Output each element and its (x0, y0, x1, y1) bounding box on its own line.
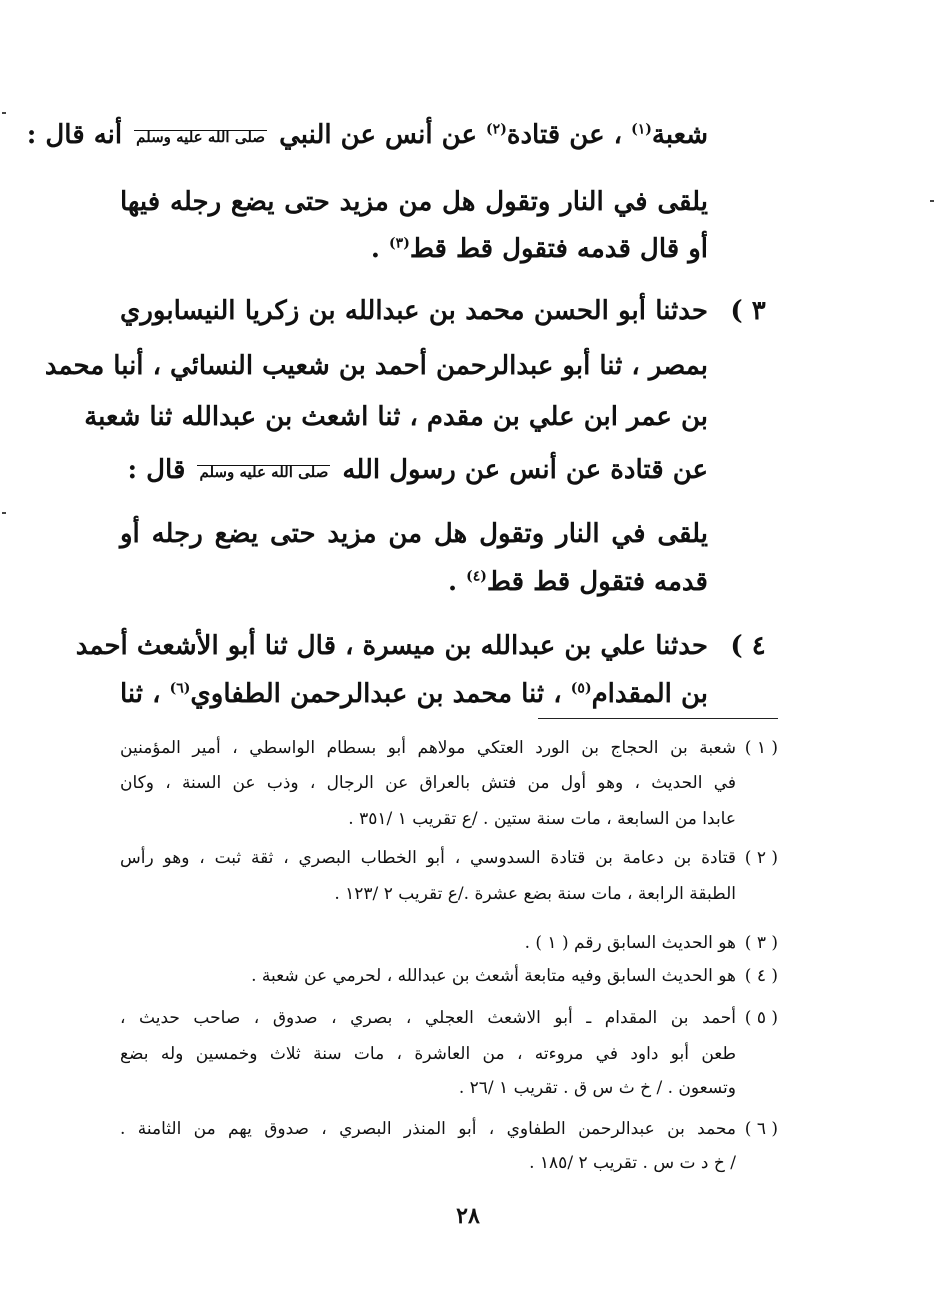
text-line-5: بمصر ، ثنا أبو عبدالرحمن أحمد بن شعيب النسائي ، أنبا محمد (44, 351, 708, 381)
footnote-separator (538, 718, 778, 719)
footnote-line: عابدا من السابعة ، مات سنة ستين . /ع تقريب ١ /٣٥١ . (348, 809, 736, 829)
footnote-line: أحمد بن المقدام ـ أبو الاشعث العجلي ، بصري ، صدوق ، صاحب حديث ، (120, 1008, 736, 1028)
text-segment: قدمه فتقول قط قط (486, 567, 708, 597)
text-line-10: حدثنا علي بن عبدالله بن ميسرة ، قال ثنا أبو الأشعث أحمد (75, 631, 708, 661)
text-line-6: بن عمر ابن علي بن مقدم ، ثنا اشعث بن عبدالله ثنا شعبة (84, 402, 708, 432)
text-segment: أنه قال : (26, 120, 123, 150)
hadith-number-4: ٤ ) (730, 631, 766, 661)
salawat-glyph-2: صلى الله عليه وسلم (199, 462, 329, 481)
footnote-line: هو الحديث السابق وفيه متابعة أشعث بن عبدالله ، لحرمي عن شعبة . (251, 966, 736, 986)
footnote-line: محمد بن عبدالرحمن الطفاوي ، أبو المنذر البصري ، صدوق يهم من الثامنة . (120, 1119, 736, 1139)
footnote-number-4: ( ٤ ) (744, 966, 778, 986)
footnote-number-2: ( ٢ ) (744, 848, 778, 868)
text-line-7 (120, 448, 708, 492)
text-segment: عن قتادة عن أنس عن رسول الله (342, 455, 708, 485)
text-line-1 (26, 113, 708, 157)
scan-mark (2, 112, 6, 114)
footnote-number-5: ( ٥ ) (744, 1008, 778, 1028)
footnote-ref-2: (٢) (486, 121, 507, 138)
scan-mark (930, 200, 934, 202)
text-segment: . (448, 567, 467, 597)
footnote-ref-6: (٦) (169, 680, 191, 697)
footnote-line: هو الحديث السابق رقم ( ١ ) . (524, 933, 736, 953)
page-number: ٢٨ (456, 1203, 480, 1229)
text-line-8: يلقى في النار وتقول هل من مزيد حتى يضع رجله أو (120, 519, 708, 549)
text-line-4: حدثنا أبو الحسن محمد بن عبدالله بن زكريا النيسابوري (120, 296, 708, 326)
text-segment: أو قال قدمه فتقول قط قط (409, 234, 708, 264)
footnote-ref-4: (٤) (466, 568, 487, 585)
scan-mark (2, 512, 6, 514)
salawat-glyph: صلى الله عليه وسلم (136, 127, 266, 146)
text-segment: عن أنس عن النبي (279, 120, 477, 150)
text-line-11 (120, 672, 708, 716)
footnote-line: / خ د ت س . تقريب ٢ /١٨٥ . (529, 1153, 736, 1173)
footnote-ref-5: (٥) (570, 680, 592, 697)
text-line-3 (120, 227, 708, 271)
text-line-9 (120, 560, 708, 604)
footnote-line: في الحديث ، وهو أول من فتش بالعراق عن الرجال ، وذب عن السنة ، وكان (120, 773, 736, 793)
footnote-number-6: ( ٦ ) (744, 1119, 778, 1139)
text-segment: . (370, 234, 390, 264)
text-line-2: يلقى في النار وتقول هل من مزيد حتى يضع رجله فيها (120, 187, 708, 217)
footnote-line: وتسعون . / خ ث س ق . تقريب ١ /٢٦ . (458, 1078, 736, 1098)
footnote-number-1: ( ١ ) (744, 738, 778, 758)
hadith-number-3: ٣ ) (730, 296, 766, 326)
text-segment: ، ثنا محمد بن عبدالرحمن الطفاوي (190, 679, 562, 709)
footnote-line: طعن أبو داود في مروءته ، من العاشرة ، مات سنة ثلاث وخمسين وله بضع (120, 1044, 736, 1064)
text-segment: بن المقدام (591, 679, 709, 709)
text-segment: ، عن قتادة (506, 120, 623, 150)
text-segment: ، ثنا (120, 679, 161, 709)
footnote-line: شعبة بن الحجاج بن الورد العتكي مولاهم أبو بسطام الواسطي ، أمير المؤمنين (120, 738, 736, 758)
footnote-ref-3: (٣) (389, 235, 410, 252)
footnote-ref-1: (١) (631, 121, 652, 138)
footnote-number-3: ( ٣ ) (744, 933, 778, 953)
word-shuba: شعبة (651, 120, 708, 150)
text-segment: قال : (127, 455, 186, 485)
footnote-line: الطبقة الرابعة ، مات سنة بضع عشرة ./ع تقريب ٢ /١٢٣ . (334, 884, 736, 904)
footnote-line: قتادة بن دعامة بن قتادة السدوسي ، أبو الخطاب البصري ، ثقة ثبت ، وهو رأس (120, 848, 736, 868)
